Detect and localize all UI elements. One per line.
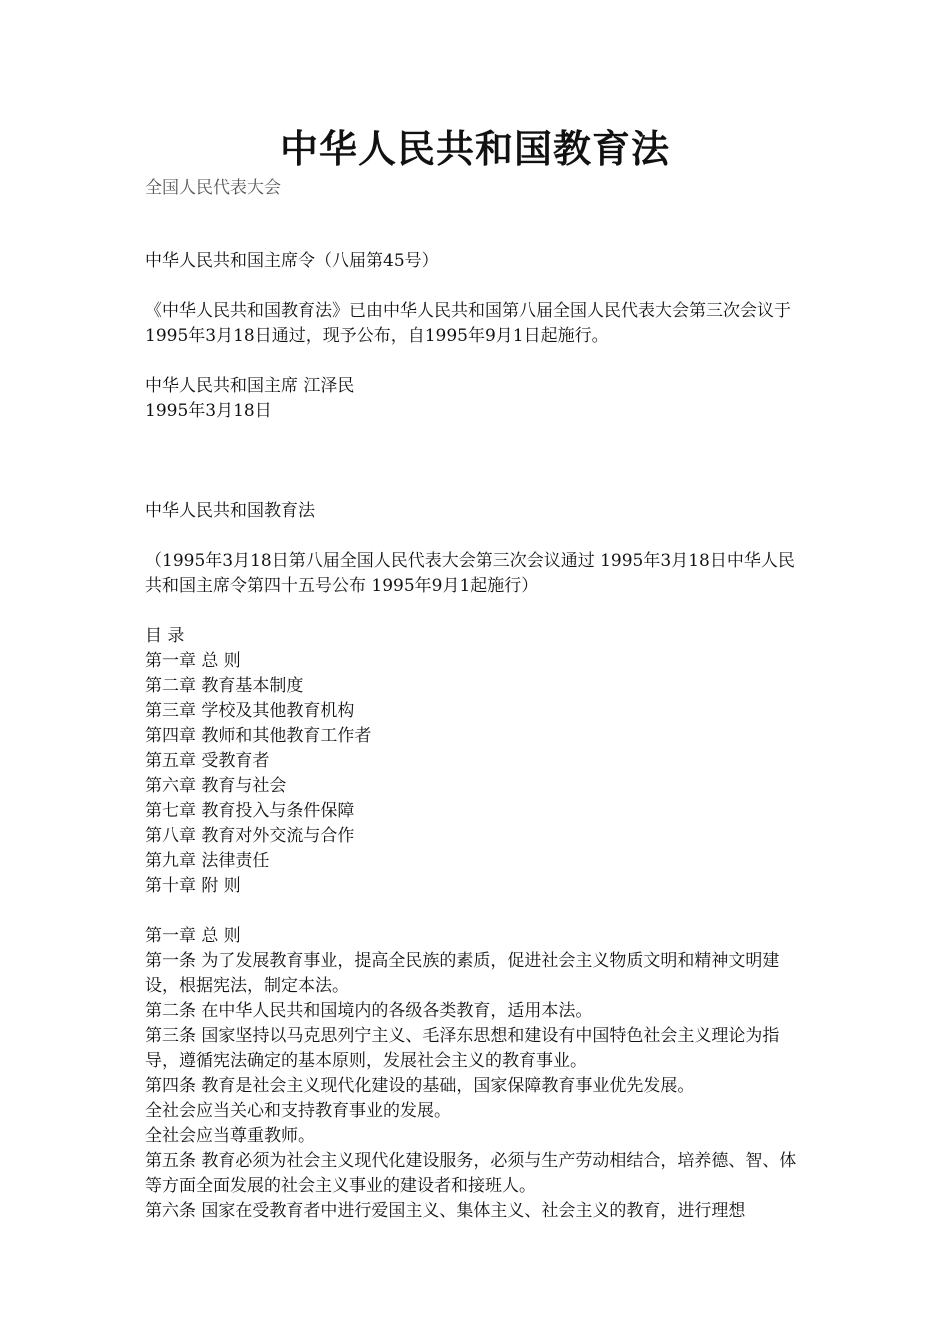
toc-item: 第一章 总 则 xyxy=(145,651,241,671)
signatory: 中华人民共和国主席 江泽民 xyxy=(145,376,355,396)
toc-item: 第九章 法律责任 xyxy=(145,851,270,871)
toc-item: 第七章 教育投入与条件保障 xyxy=(145,801,355,821)
document-body xyxy=(145,249,809,1224)
article-list xyxy=(145,949,809,1224)
spacer xyxy=(145,349,809,374)
spacer xyxy=(145,599,809,624)
article-paragraph: 第五条 教育必须为社会主义现代化建设服务，必须与生产劳动相结合，培养德、智、体等方面全面发展的社会主义事业的建设者和接班人。 xyxy=(145,1151,797,1196)
decree-heading: 中华人民共和国主席令（八届第45号） xyxy=(145,251,439,271)
toc-item: 第三章 学校及其他教育机构 xyxy=(145,701,355,721)
toc-heading: 目 录 xyxy=(145,626,185,646)
article-paragraph: 全社会应当关心和支持教育事业的发展。 xyxy=(145,1101,451,1121)
spacer xyxy=(145,424,809,499)
document-title: 中华人民共和国教育法 xyxy=(279,126,670,171)
toc-item: 第五章 受教育者 xyxy=(145,751,270,771)
law-title: 中华人民共和国教育法 xyxy=(145,501,315,521)
toc-item: 第十章 附 则 xyxy=(145,876,241,896)
chapter-heading: 第一章 总 则 xyxy=(145,926,241,946)
adoption-note: （1995年3月18日第八届全国人民代表大会第三次会议通过 1995年3月18日中华人民共和国主席令第四十五号公布 1995年9月1起施行） xyxy=(145,551,795,596)
article-paragraph: 第二条 在中华人民共和国境内的各级各类教育，适用本法。 xyxy=(145,1001,593,1021)
toc-item: 第二章 教育基本制度 xyxy=(145,676,304,696)
table-of-contents xyxy=(145,649,809,899)
signature-date: 1995年3月18日 xyxy=(145,401,272,421)
spacer xyxy=(145,524,809,549)
article-paragraph: 第一条 为了发展教育事业，提高全民族的素质，促进社会主义物质文明和精神文明建设，根据宪法，制定本法。 xyxy=(145,951,780,996)
spacer xyxy=(145,274,809,299)
toc-item: 第八章 教育对外交流与合作 xyxy=(145,826,355,846)
toc-item: 第六章 教育与社会 xyxy=(145,776,287,796)
article-paragraph: 第四条 教育是社会主义现代化建设的基础，国家保障教育事业优先发展。 xyxy=(145,1076,695,1096)
toc-item: 第四章 教师和其他教育工作者 xyxy=(145,726,372,746)
decree-text: 《中华人民共和国教育法》已由中华人民共和国第八届全国人民代表大会第三次会议于1995年3月18日通过，现予公布，自1995年9月1日起施行。 xyxy=(145,301,791,346)
article-paragraph: 全社会应当尊重教师。 xyxy=(145,1126,315,1146)
article-paragraph: 第六条 国家在受教育者中进行爱国主义、集体主义、社会主义的教育，进行理想 xyxy=(145,1201,746,1221)
spacer xyxy=(145,899,809,924)
article-paragraph: 第三条 国家坚持以马克思列宁主义、毛泽东思想和建设有中国特色社会主义理论为指导，遵循宪法确定的基本原则，发展社会主义的教育事业。 xyxy=(145,1026,780,1071)
document-issuer: 全国人民代表大会 xyxy=(145,178,281,198)
